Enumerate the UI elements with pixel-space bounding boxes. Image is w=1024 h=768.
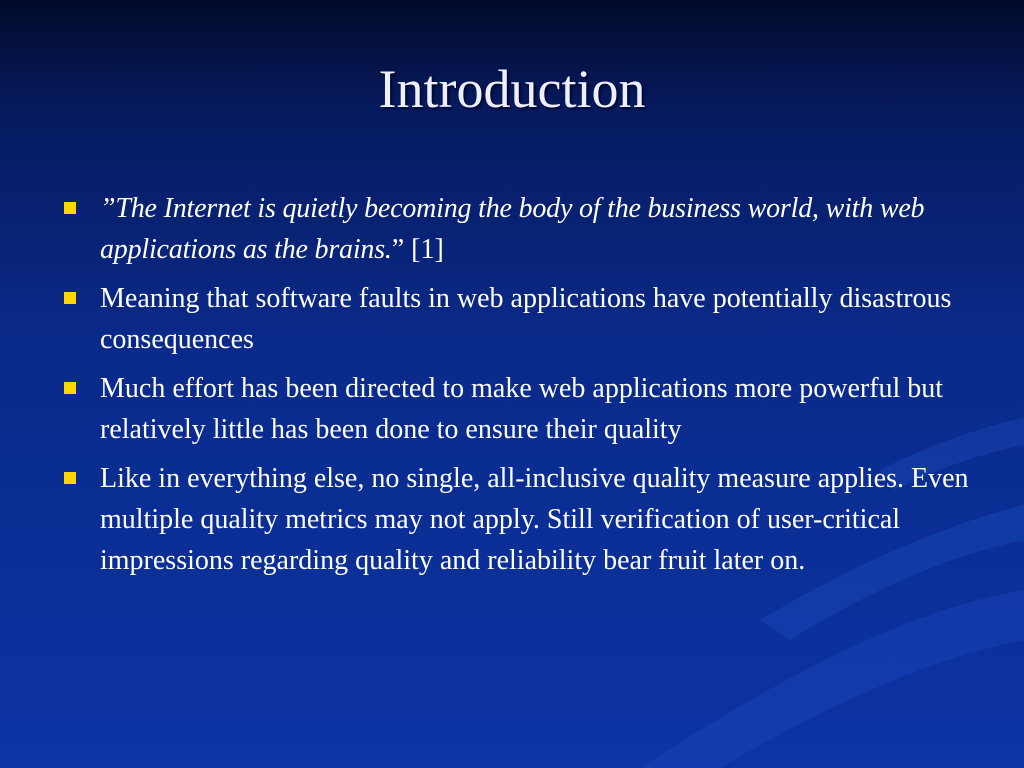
bullet-item-quote [62,188,972,270]
yellow-square-bullet-icon [64,202,76,214]
yellow-square-bullet-icon [64,472,76,484]
quote-close-mark: ” [391,234,405,265]
bullet-text: Much effort has been directed to make web applications more powerful but relatively little has been done to ensure their quality [100,373,944,445]
quote-open-mark: ” [100,193,116,224]
bullet-item-quality-measure [62,458,972,581]
bullet-text: Meaning that software faults in web applications have potentially disastrous consequences [100,283,952,355]
yellow-square-bullet-icon [64,382,76,394]
quote-text: The Internet is quietly becoming the body of the business world, with web applications as the brains. [100,193,925,265]
reference-citation: [1] [404,234,444,265]
slide-title: Introduction [378,59,646,119]
yellow-square-bullet-icon [64,292,76,304]
bullet-item-consequences [62,278,972,360]
bullet-list [62,188,972,589]
bullet-item-effort [62,368,972,450]
bullet-text: Like in everything else, no single, all-inclusive quality measure applies. Even multiple quality metrics may not apply. Still verification of user-critical impressions regarding quality and reliability bear fruit later on. [100,463,969,576]
